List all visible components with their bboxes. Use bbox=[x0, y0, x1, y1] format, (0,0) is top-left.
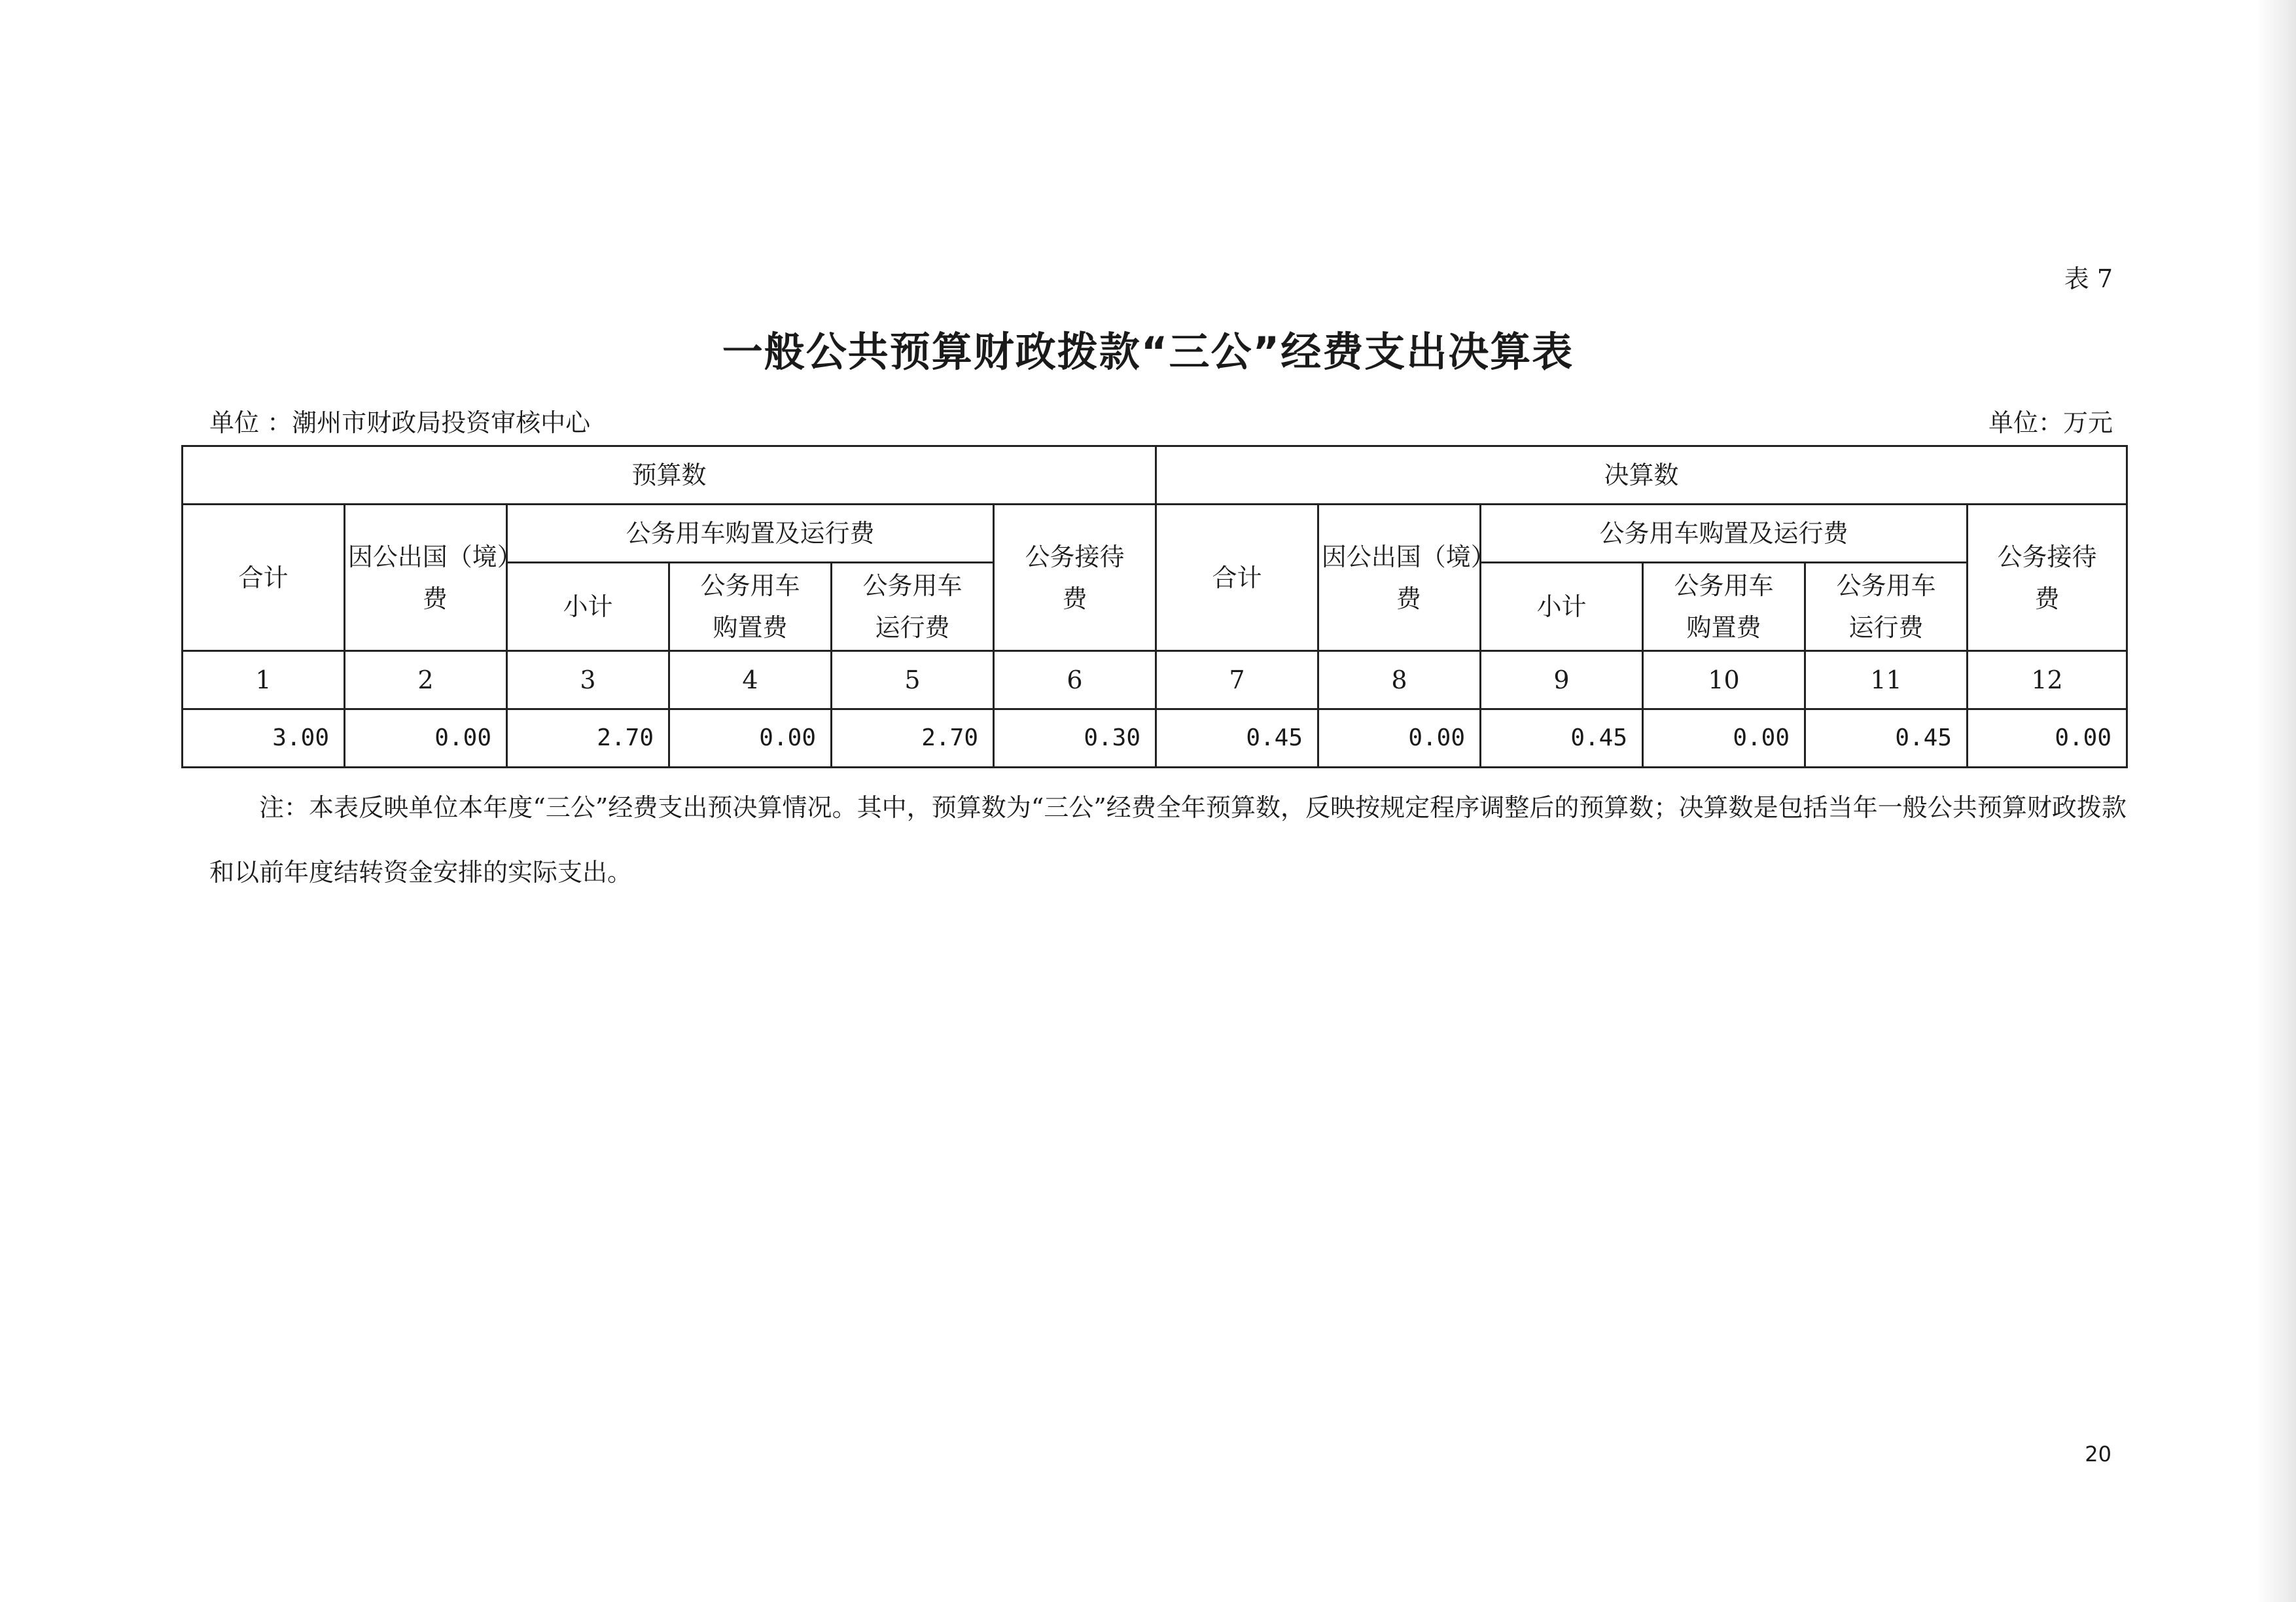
value-cell: 0.45 bbox=[1481, 709, 1643, 768]
header-final-reception-text: 公务接待费 bbox=[1997, 542, 2097, 613]
header-final-vehicle: 公务用车购置及运行费 bbox=[1481, 505, 1968, 563]
index-cell: 8 bbox=[1318, 651, 1481, 709]
header-final-subtotal: 小计 bbox=[1481, 563, 1643, 651]
header-final-total: 合计 bbox=[1156, 505, 1318, 651]
value-cell: 2.70 bbox=[832, 709, 994, 768]
value-cell: 2.70 bbox=[507, 709, 669, 768]
header-budget-vehicle-purchase-text: 公务用车购置费 bbox=[700, 571, 800, 642]
header-final-vehicle-operation bbox=[1805, 563, 1968, 651]
index-cell: 6 bbox=[994, 651, 1156, 709]
header-budget-abroad-text: 因公出国（境）费 bbox=[347, 542, 522, 613]
header-final-vehicle-purchase-text: 公务用车购置费 bbox=[1674, 571, 1774, 642]
value-cell: 0.00 bbox=[669, 709, 832, 768]
index-cell: 9 bbox=[1481, 651, 1643, 709]
index-cell: 3 bbox=[507, 651, 669, 709]
value-cell: 0.45 bbox=[1805, 709, 1968, 768]
index-cell: 11 bbox=[1805, 651, 1968, 709]
index-cell: 2 bbox=[345, 651, 507, 709]
value-cell: 0.00 bbox=[1968, 709, 2127, 768]
header-budget-vehicle-operation-text: 公务用车运行费 bbox=[862, 571, 963, 642]
value-cell: 0.45 bbox=[1156, 709, 1318, 768]
header-budget-vehicle-purchase bbox=[669, 563, 832, 651]
index-cell: 5 bbox=[832, 651, 994, 709]
header-budget-reception-text: 公务接待费 bbox=[1025, 542, 1125, 613]
table-section-row bbox=[183, 446, 2127, 505]
header-final-vehicle-purchase bbox=[1643, 563, 1805, 651]
header-final-abroad bbox=[1318, 505, 1496, 651]
page-number: 20 bbox=[2085, 1442, 2111, 1467]
value-cell: 0.30 bbox=[994, 709, 1156, 768]
header-budget-total: 合计 bbox=[183, 505, 345, 651]
header-budget-subtotal: 小计 bbox=[507, 563, 669, 651]
table-header-row bbox=[183, 505, 2127, 563]
index-cell: 12 bbox=[1968, 651, 2127, 709]
table-footnote: 注：本表反映单位本年度“三公”经费支出预决算情况。其中，预算数为“三公”经费全年预算数，反映按规定程序调整后的预算数；决算数是包括当年一般公共预算财政拨款和以前年度结转资金安排的实际支出。 bbox=[209, 793, 2127, 887]
value-cell: 0.00 bbox=[1318, 709, 1481, 768]
header-final-vehicle-operation-text: 公务用车运行费 bbox=[1836, 571, 1936, 642]
document-title: 一般公共预算财政拨款“三公”经费支出决算表 bbox=[722, 328, 1574, 376]
table-index-row bbox=[183, 651, 2127, 709]
header-final-abroad-text: 因公出国（境）费 bbox=[1321, 542, 1496, 613]
index-cell: 1 bbox=[183, 651, 345, 709]
header-final-reception bbox=[1968, 505, 2127, 651]
header-budget-abroad bbox=[345, 505, 522, 651]
section-budget: 预算数 bbox=[183, 446, 1156, 505]
index-cell: 10 bbox=[1643, 651, 1805, 709]
value-cell: 3.00 bbox=[183, 709, 345, 768]
table-number-label: 表 7 bbox=[2064, 264, 2113, 293]
currency-unit: 单位：万元 bbox=[1988, 408, 2113, 437]
header-budget-reception bbox=[994, 505, 1156, 651]
index-cell: 4 bbox=[669, 651, 832, 709]
header-budget-vehicle: 公务用车购置及运行费 bbox=[507, 505, 994, 563]
table-values-row bbox=[183, 709, 2127, 768]
value-cell: 0.00 bbox=[345, 709, 507, 768]
value-cell: 0.00 bbox=[1643, 709, 1805, 768]
reporting-unit: 单位 ：潮州市财政局投资审核中心 bbox=[209, 408, 591, 437]
three-public-expenses-table bbox=[181, 445, 2128, 768]
index-cell: 7 bbox=[1156, 651, 1318, 709]
header-budget-vehicle-operation bbox=[832, 563, 994, 651]
page-edge-shadow bbox=[2257, 0, 2296, 1602]
section-final-accounts: 决算数 bbox=[1156, 446, 2127, 505]
